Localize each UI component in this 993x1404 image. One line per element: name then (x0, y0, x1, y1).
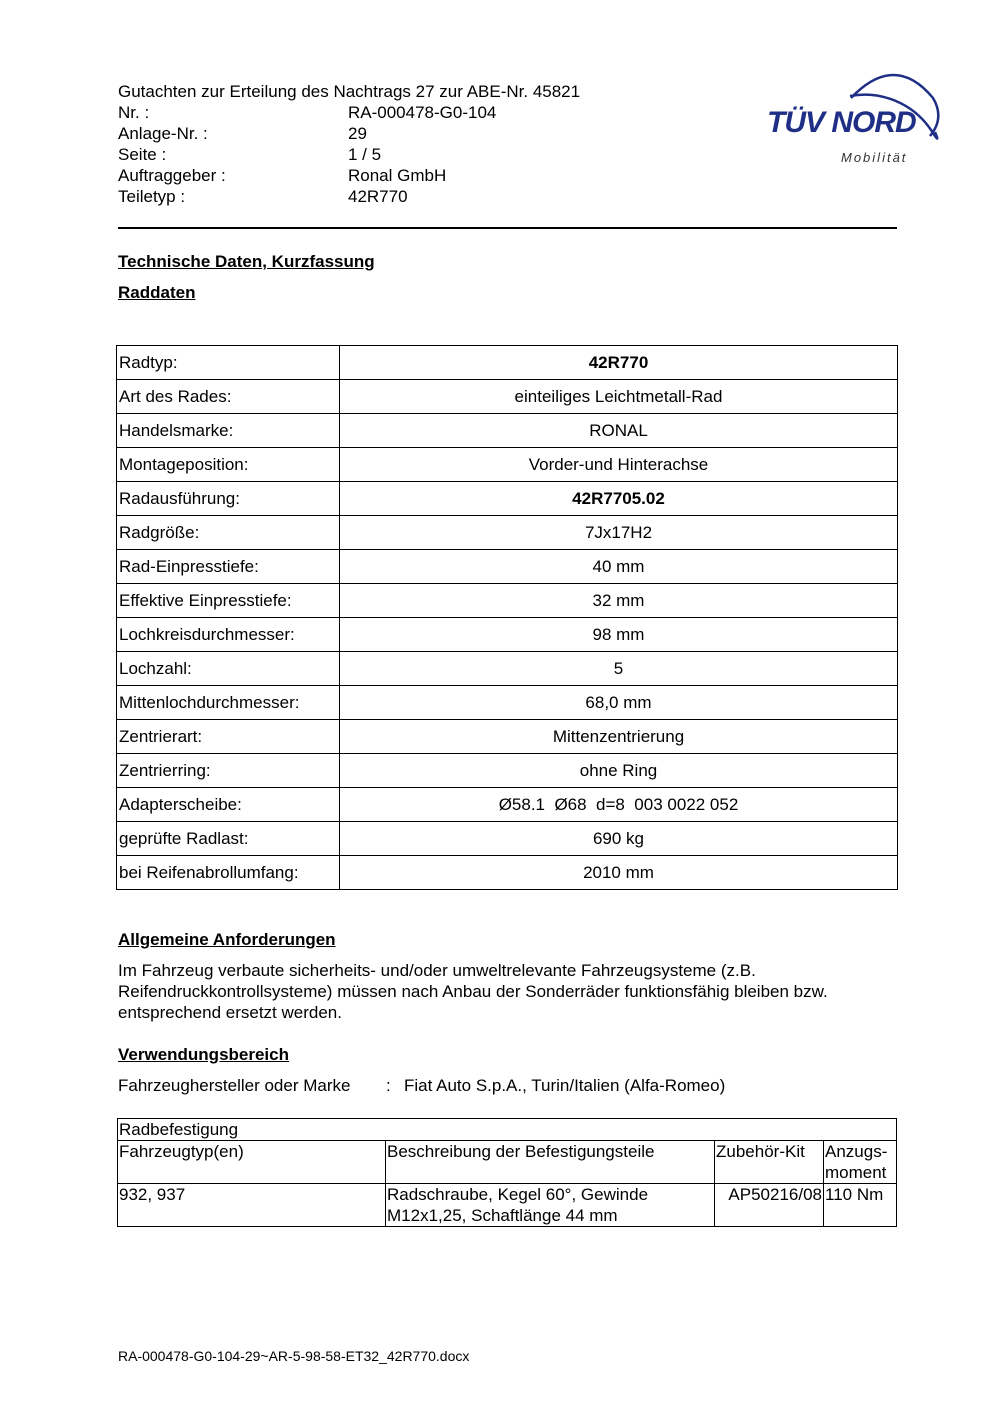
row-label: Lochkreisdurchmesser: (117, 618, 340, 652)
row-label: Art des Rades: (117, 380, 340, 414)
row-label: Effektive Einpresstiefe: (117, 584, 340, 618)
col-header-kit: Zubehör-Kit (715, 1141, 824, 1184)
table-header-row (118, 1141, 897, 1184)
row-value: 98 mm (340, 618, 898, 652)
logo-brand: TÜV NORD (767, 106, 916, 139)
table-row (117, 448, 898, 482)
col-header-types: Fahrzeugtyp(en) (118, 1141, 386, 1184)
table-row (117, 618, 898, 652)
logo-subtitle: Mobilität (841, 150, 908, 165)
row-label: bei Reifenabrollumfang: (117, 856, 340, 890)
row-value: 2010 mm (340, 856, 898, 890)
row-label: Radgröße: (117, 516, 340, 550)
document-title: Gutachten zur Erteilung des Nachtrags 27 zur ABE-Nr. 45821 (118, 82, 581, 101)
header-label: Seite : (118, 145, 167, 164)
row-label: Adapterscheibe: (117, 788, 340, 822)
header-field-nr (118, 102, 580, 123)
row-value: 690 kg (340, 822, 898, 856)
table-row (118, 1184, 897, 1227)
table-row (117, 788, 898, 822)
row-value: 42R770 (340, 346, 898, 380)
footer-filename: RA-000478-G0-104-29~AR-5-98-58-ET32_42R770.docx (118, 1348, 470, 1364)
section-title: Technische Daten, Kurzfassung (118, 252, 375, 271)
header-value: 42R770 (348, 187, 408, 206)
table-title-row (118, 1119, 897, 1141)
cell-types: 932, 937 (118, 1184, 386, 1227)
table-row (117, 516, 898, 550)
table-row (117, 414, 898, 448)
header-label: Teiletyp : (118, 187, 186, 206)
usage-line (118, 1076, 725, 1096)
row-value: 42R7705.02 (340, 482, 898, 516)
tuv-nord-logo (765, 58, 940, 170)
row-value: 32 mm (340, 584, 898, 618)
col-header-torque (824, 1141, 897, 1184)
row-value: Vorder-und Hinterachse (340, 448, 898, 482)
col-header-torque-line2: moment (825, 1163, 887, 1182)
row-label: Rad-Einpresstiefe: (117, 550, 340, 584)
header-field-seite (118, 144, 580, 165)
header-divider (118, 227, 897, 229)
usage-value: Fiat Auto S.p.A., Turin/Italien (Alfa-Romeo) (404, 1076, 726, 1095)
table-row (117, 822, 898, 856)
row-value: einteiliges Leichtmetall-Rad (340, 380, 898, 414)
fixing-table-title: Radbefestigung (118, 1119, 897, 1141)
row-value: ohne Ring (340, 754, 898, 788)
cell-torque: 110 Nm (824, 1184, 897, 1227)
header-label: Nr. : (118, 103, 150, 122)
row-label: Lochzahl: (117, 652, 340, 686)
header-value: 29 (348, 124, 367, 143)
table-row (117, 550, 898, 584)
row-label: Handelsmarke: (117, 414, 340, 448)
cell-description-line2: M12x1,25, Schaftlänge 44 mm (387, 1206, 618, 1225)
col-header-torque-line1: Anzugs- (825, 1142, 888, 1161)
row-label: Zentrierring: (117, 754, 340, 788)
header-field-anlage (118, 123, 580, 144)
row-label: Radtyp: (117, 346, 340, 380)
cell-kit: AP50216/08 (715, 1184, 824, 1227)
header-label: Auftraggeber : (118, 166, 226, 185)
table-row (117, 652, 898, 686)
usage-title: Verwendungsbereich (118, 1045, 289, 1064)
fixing-table (117, 1118, 897, 1227)
row-value: Ø58.1 Ø68 d=8 003 0022 052 (340, 788, 898, 822)
row-value: 40 mm (340, 550, 898, 584)
cell-description (386, 1184, 715, 1227)
table-row (117, 346, 898, 380)
header-field-auftraggeber (118, 165, 580, 186)
table-row (117, 482, 898, 516)
col-header-description: Beschreibung der Befestigungsteile (386, 1141, 715, 1184)
row-label: geprüfte Radlast: (117, 822, 340, 856)
header-field-teiletyp (118, 186, 580, 207)
usage-label: Fahrzeughersteller oder Marke (118, 1076, 351, 1095)
table-row (117, 720, 898, 754)
header-value: 1 / 5 (348, 145, 382, 164)
row-value: 7Jx17H2 (340, 516, 898, 550)
row-label: Montageposition: (117, 448, 340, 482)
requirements-text: Im Fahrzeug verbaute sicherheits- und/oder umweltrelevante Fahrzeugsysteme (z.B. Reifendruckkontrollsysteme) müssen nach Anbau der Sonderräder funktionsfähig bleiben bzw. entsprechend ersetzt werden. (118, 961, 828, 1022)
section-subtitle: Raddaten (118, 283, 196, 302)
table-row (117, 856, 898, 890)
row-label: Mittenlochdurchmesser: (117, 686, 340, 720)
usage-colon: : (386, 1076, 391, 1095)
row-value: RONAL (340, 414, 898, 448)
row-label: Zentrierart: (117, 720, 340, 754)
wheel-data-table (116, 345, 898, 890)
table-row (117, 380, 898, 414)
requirements-title: Allgemeine Anforderungen (118, 930, 336, 949)
header-label: Anlage-Nr. : (118, 124, 208, 143)
row-label: Radausführung: (117, 482, 340, 516)
table-row (117, 584, 898, 618)
row-value: 5 (340, 652, 898, 686)
table-row (117, 686, 898, 720)
document-header (118, 81, 580, 207)
row-value: Mittenzentrierung (340, 720, 898, 754)
header-value: RA-000478-G0-104 (348, 103, 497, 122)
table-row (117, 754, 898, 788)
header-value: Ronal GmbH (348, 166, 447, 185)
cell-description-line1: Radschraube, Kegel 60°, Gewinde (387, 1185, 649, 1204)
row-value: 68,0 mm (340, 686, 898, 720)
